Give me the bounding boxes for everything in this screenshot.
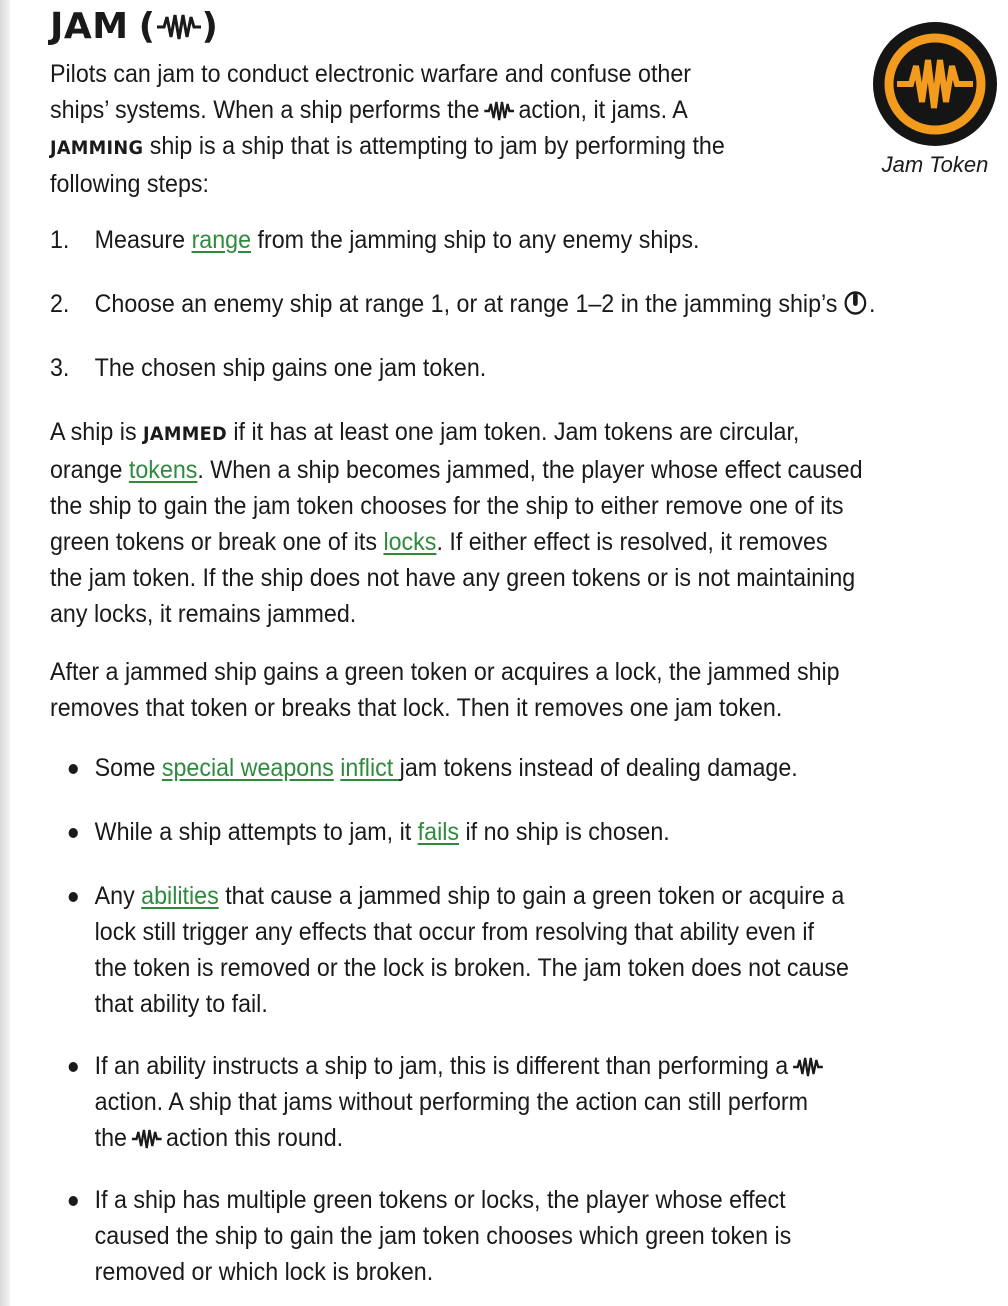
tokens-link[interactable]: tokens — [128, 456, 198, 484]
bullet-dot — [69, 1196, 78, 1206]
bullet-text: While a ship attempts to jam, it — [94, 818, 412, 846]
bullet-line — [95, 814, 915, 850]
step-item — [50, 222, 915, 286]
bullet-dot — [69, 764, 78, 774]
jammed-line-5: the jam token. If the ship does not have any green tokens or is not maintaining — [50, 564, 856, 592]
jam-action-icon — [131, 1128, 163, 1150]
bullet-line — [95, 1120, 915, 1156]
jammed-line-4 — [50, 524, 980, 560]
jam-action-icon — [156, 12, 202, 42]
after-line-2: removes that token or breaks that lock. Then it removes one jam token. — [50, 694, 783, 722]
bullet-text: that cause a jammed ship to gain a green token or acquire a — [225, 882, 845, 910]
step-number: 2. — [50, 290, 70, 318]
step-text: . — [868, 290, 876, 318]
bullet-dot — [69, 828, 78, 838]
bullet-line — [95, 878, 915, 914]
after-jammed-paragraph — [50, 654, 980, 726]
heading-open-paren: ( — [138, 6, 156, 47]
bullet-line — [95, 1048, 915, 1084]
bullet-text: if no ship is chosen. — [465, 818, 670, 846]
jam-action-icon — [792, 1056, 824, 1078]
special-weapons-link[interactable]: special weapons — [161, 754, 334, 782]
heading-title: JAM — [50, 6, 129, 47]
range-link[interactable]: range — [191, 226, 252, 254]
bullet-text: jam tokens instead of dealing damage. — [399, 754, 798, 782]
bullet-line — [95, 750, 915, 786]
heading-close-paren: ) — [201, 6, 219, 47]
list-item — [50, 878, 915, 1048]
bullet-line: If a ship has multiple green tokens or locks, the player whose effect — [94, 1186, 786, 1214]
step-text: Measure — [94, 226, 186, 254]
bullet-dot — [69, 892, 78, 902]
jammed-line-4-start: green tokens or break one of its — [50, 528, 377, 556]
intro-line-1: Pilots can jam to conduct electronic warfare and confuse other — [50, 60, 692, 88]
jammed-line-2 — [50, 452, 980, 488]
step-text: from the jamming ship to any enemy ships. — [257, 226, 700, 254]
list-item — [50, 1182, 915, 1292]
bullet-text: Some — [94, 754, 156, 782]
bullet-line: lock still trigger any effects that occur from resolving that ability even if — [94, 918, 814, 946]
token-caption: Jam Token — [881, 152, 989, 177]
jam-notes-list — [50, 750, 980, 1292]
jammed-line-4-end: . If either effect is resolved, it removes — [436, 528, 828, 556]
step-text: Choose an enemy ship at range 1, or at range 1–2 in the jamming ship’s — [94, 290, 838, 318]
bullet-line: removed or which lock is broken. — [94, 1258, 434, 1286]
bullet-text: the — [94, 1124, 127, 1152]
bullet-line: that ability to fail. — [94, 990, 268, 1018]
intro-line-2-end: action, it jams. A — [518, 96, 688, 124]
step-number: 1. — [50, 226, 70, 254]
jammed-line-1-end: if it has at least one jam token. Jam tokens are circular, — [233, 418, 800, 446]
jammed-term: JAMMED — [143, 423, 227, 445]
fails-link[interactable]: fails — [417, 818, 460, 846]
step-item — [50, 286, 915, 350]
intro-paragraph — [50, 56, 900, 202]
jammed-line-3: the ship to gain the jam token chooses for the ship to either remove one of its — [50, 492, 844, 520]
jammed-line-1-start: A ship is — [50, 418, 137, 446]
jammed-paragraph — [50, 414, 980, 632]
step-item — [50, 350, 915, 414]
step-number: 3. — [50, 354, 70, 382]
intro-line-2 — [50, 92, 841, 128]
intro-line-4: following steps: — [50, 170, 209, 198]
step-text: The chosen ship gains one jam token. — [94, 354, 487, 382]
bullet-line: caused the ship to gain the jam token chooses which green token is — [94, 1222, 792, 1250]
bullet-line: the token is removed or the lock is broken. The jam token does not cause — [94, 954, 849, 982]
page-edge-shadow — [0, 0, 10, 1306]
bullet-text: Any — [94, 882, 135, 910]
jam-steps-list — [50, 222, 980, 414]
section-heading — [50, 6, 219, 47]
bullet-text: If an ability instructs a ship to jam, this is different than performing a — [94, 1052, 789, 1080]
bullet-text: action this round. — [166, 1124, 344, 1152]
intro-line-3 — [50, 128, 841, 166]
intro-line-3-end: ship is a ship that is attempting to jam by performing the — [149, 132, 725, 160]
jammed-line-2-end: . When a ship becomes jammed, the player whose effect caused — [197, 456, 863, 484]
jammed-line-2-start: orange — [50, 456, 123, 484]
list-item — [50, 814, 915, 878]
locks-link[interactable]: locks — [383, 528, 437, 556]
inflict-link[interactable]: inflict — [340, 754, 400, 782]
list-item — [50, 750, 915, 814]
jam-action-icon — [483, 100, 515, 122]
jamming-term: JAMMING — [50, 137, 144, 159]
intro-line-2-start: ships’ systems. When a ship performs the — [50, 96, 480, 124]
jammed-line-1 — [50, 414, 980, 452]
jammed-line-6: any locks, it remains jammed. — [50, 600, 357, 628]
abilities-link[interactable]: abilities — [141, 882, 219, 910]
list-item — [50, 1048, 915, 1182]
after-line-1: After a jammed ship gains a green token or acquires a lock, the jammed ship — [50, 658, 840, 686]
bullseye-arc-icon — [843, 290, 867, 316]
bullet-line: action. A ship that jams without performing the action can still perform — [94, 1088, 808, 1116]
bullet-dot — [69, 1062, 78, 1072]
